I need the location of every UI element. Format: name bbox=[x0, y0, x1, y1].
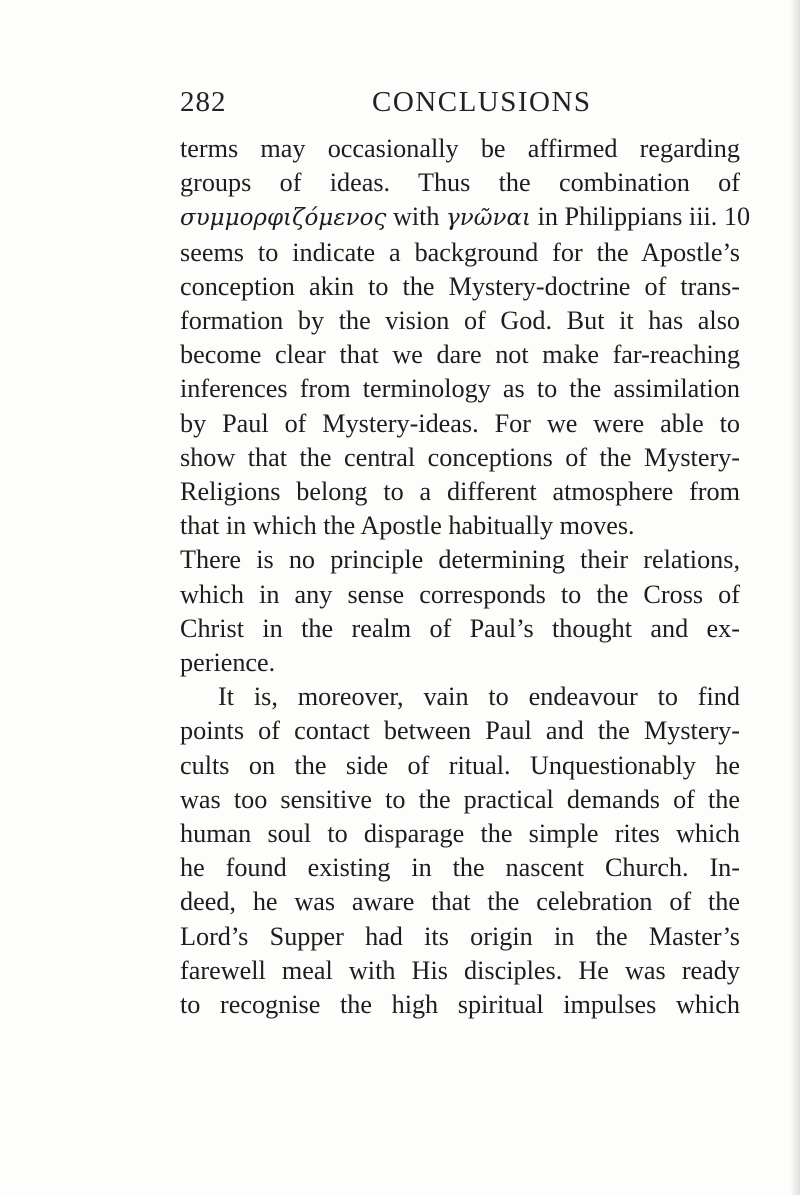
text-line: perience. bbox=[180, 648, 276, 678]
text-line: Lord’s Supper had its origin in the Master’s bbox=[180, 921, 740, 951]
text-line: he found existing in the nascent Church. In- bbox=[180, 853, 740, 883]
text-line: by Paul of Mystery-ideas. For we were able to bbox=[180, 408, 740, 438]
text-line-with-greek bbox=[180, 200, 751, 235]
text-line: Religions belong to a different atmosphere from bbox=[180, 477, 740, 507]
text-line: seems to indicate a background for the Apostle’s bbox=[180, 237, 740, 267]
running-head: CONCLUSIONS bbox=[372, 86, 592, 118]
paragraph-start-line: It is, moreover, vain to endeavour to find bbox=[218, 682, 740, 712]
text-fragment: with bbox=[392, 202, 440, 232]
text-line: terms may occasionally be affirmed regarding bbox=[180, 134, 740, 163]
text-line: points of contact between Paul and the Mystery- bbox=[180, 716, 740, 746]
text-line: to recognise the high spiritual impulses which bbox=[180, 990, 740, 1020]
text-line: deed, he was aware that the celebration of the bbox=[180, 887, 740, 917]
text-line: groups of ideas. Thus the combination of bbox=[180, 168, 740, 198]
text-line: formation by the vision of God. But it has also bbox=[180, 306, 740, 336]
text-line: was too sensitive to the practical demands of the bbox=[180, 784, 740, 814]
text-line: that in which the Apostle habitually moves. bbox=[180, 511, 635, 541]
text-line: There is no principle determining their relations, bbox=[180, 545, 740, 575]
text-line: show that the central conceptions of the Mystery- bbox=[180, 442, 740, 472]
text-line: conception akin to the Mystery-doctrine of trans- bbox=[180, 271, 740, 301]
text-line: human soul to disparage the simple rites which bbox=[180, 819, 740, 849]
greek-word: γνῶναι bbox=[446, 205, 532, 232]
text-line: cults on the side of ritual. Unquestionably he bbox=[180, 750, 740, 780]
text-line: inferences from terminology as to the assimilation bbox=[180, 374, 740, 404]
text-line: which in any sense corresponds to the Cross of bbox=[180, 579, 740, 609]
text-line: become clear that we dare not make far-reaching bbox=[180, 340, 740, 370]
text-fragment: in Philippians iii. 10 bbox=[537, 202, 751, 232]
page-edge-shadow bbox=[790, 0, 800, 1195]
greek-word: συμμορφιζόμενος bbox=[180, 205, 387, 232]
page-number: 282 bbox=[180, 86, 227, 118]
page-header bbox=[180, 86, 740, 126]
text-line: farewell meal with His disciples. He was ready bbox=[180, 955, 740, 985]
body-text bbox=[180, 132, 751, 1022]
text-line: Christ in the realm of Paul’s thought and ex- bbox=[180, 613, 740, 643]
